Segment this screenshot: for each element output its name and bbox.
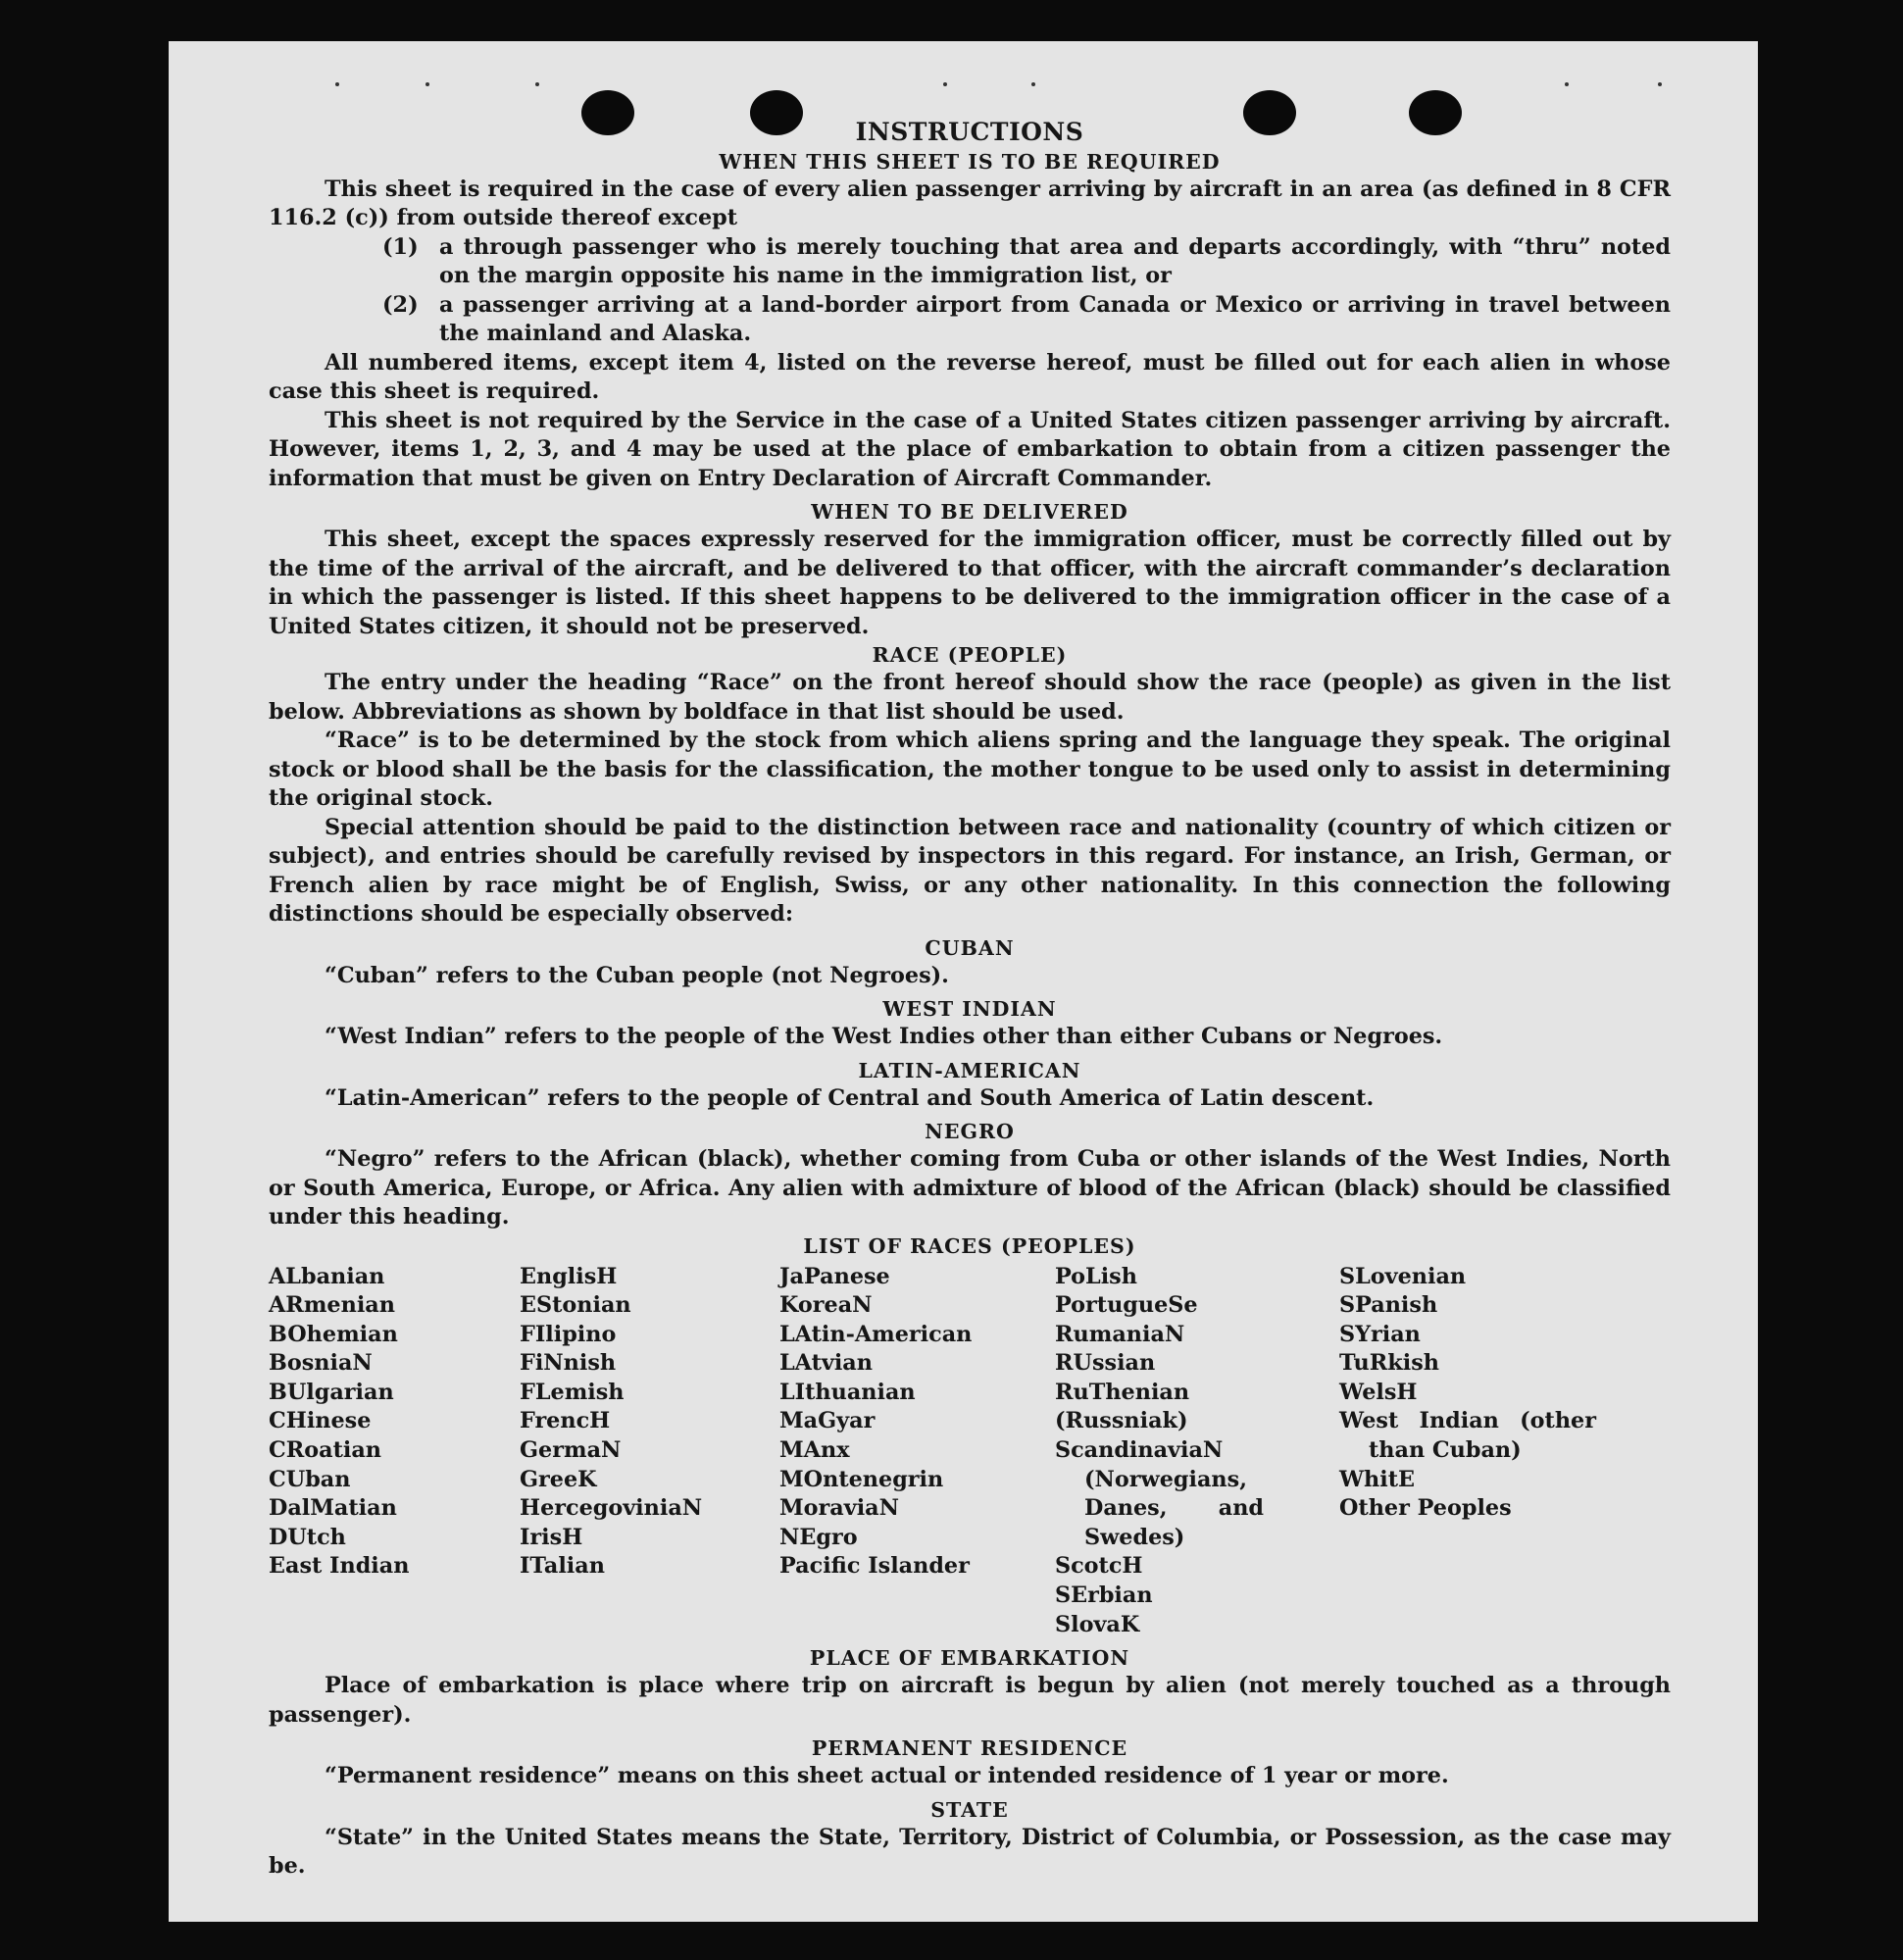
race-entry: CUban	[269, 1466, 351, 1492]
item-text: a passenger arriving at a land-border airport from Canada or Mexico or arriving in travel between the mainland and Alaska.	[439, 291, 1671, 346]
paragraph: All numbered items, except item 4, listed on the reverse hereof, must be filled out for each alien in whose case this sheet is required.	[269, 349, 1671, 404]
races-column-3	[779, 1263, 1055, 1640]
race-entry: GreeK	[520, 1466, 597, 1492]
paragraph: This sheet is required in the case of every alien passenger arriving by aircraft in an area (as defined in 8 CFR 116.2 (c)) from outside thereof except	[269, 176, 1671, 230]
race-entry: Other Peoples	[1339, 1495, 1512, 1522]
race-entry: BUlgarian	[269, 1379, 394, 1405]
item-number: (2)	[382, 291, 419, 318]
section-heading-negro: NEGRO	[925, 1120, 1015, 1143]
race-entry: FiNnish	[520, 1350, 617, 1377]
paragraph: “Latin-American” refers to the people of Central and South America of Latin descent.	[325, 1084, 1375, 1111]
race-entry: KoreaN	[779, 1292, 873, 1319]
section-heading-when-required: WHEN THIS SHEET IS TO BE REQUIRED	[719, 149, 1221, 174]
item-text: a through passenger who is merely touching that area and departs accordingly, with “thru” noted on the margin opposite his name in the immigration list, or	[439, 233, 1671, 288]
race-entry: BOhemian	[269, 1321, 398, 1347]
race-entry: FrencH	[520, 1408, 611, 1434]
list-item	[382, 291, 1671, 349]
races-column-5	[1339, 1263, 1596, 1640]
speck	[1658, 82, 1662, 86]
race-entry: PoLish	[1055, 1263, 1137, 1289]
speck	[1565, 82, 1569, 86]
race-entry: FIlipino	[520, 1321, 617, 1347]
race-entry: West Indian (other than Cuban)	[1339, 1408, 1596, 1464]
race-entry: SLovenian	[1339, 1263, 1467, 1289]
paragraph: The entry under the heading “Race” on the front hereof should show the race (people) as given in the list below. Abbreviations as shown by boldface in that list should be used.	[269, 670, 1671, 725]
paragraph: “West Indian” refers to the people of the West Indies other than either Cubans or Negroes.	[325, 1024, 1443, 1049]
speck	[943, 82, 947, 86]
races-column-4	[1055, 1263, 1339, 1640]
instructions-content	[269, 118, 1671, 1882]
races-column-2	[520, 1263, 779, 1640]
race-entry: SlovaK	[1055, 1611, 1140, 1637]
speck	[535, 82, 539, 86]
race-entry: ITalian	[520, 1553, 605, 1580]
section-heading-list-of-races: LIST OF RACES (PEOPLES)	[803, 1233, 1136, 1258]
list-item	[382, 233, 1671, 291]
paragraph: This sheet, except the spaces expressly reserved for the immigration officer, must be correctly filled out by the time of the arrival of the aircraft, and be delivered to that officer, with the aircraft commander’s declaration in which the passenger is listed. If this sheet happens to be delivered to the immigration officer in the case of a United States citizen, it should not be preserved.	[269, 527, 1671, 639]
race-entry: DUtch	[269, 1524, 346, 1550]
paragraph: “Negro” refers to the African (black), whether coming from Cuba or other islands of the West Indies, North or South America, Europe, or Africa. Any alien with admixture of blood of the African (black) should be classified under this heading.	[269, 1146, 1671, 1230]
race-entry: CRoatian	[269, 1437, 382, 1464]
race-entry: HercegoviniaN	[520, 1495, 703, 1522]
paragraph: Place of embarkation is place where trip on aircraft is begun by alien (not merely touched as a through passenger).	[269, 1673, 1671, 1728]
paragraph: “State” in the United States means the State, Territory, District of Columbia, or Possession, as the case may be.	[269, 1824, 1671, 1880]
item-number: (1)	[382, 233, 419, 260]
paragraph: This sheet is not required by the Service in the case of a United States citizen passenger arriving by aircraft. However, items 1, 2, 3, and 4 may be used at the place of embarkation to obtain from a citizen passenger the information that must be given on Entry Declaration of Aircraft Commander.	[269, 407, 1671, 491]
race-entry: SErbian	[1055, 1583, 1153, 1609]
paragraph: “Race” is to be determined by the stock from which aliens spring and the language they speak. The original stock or blood shall be the basis for the classification, the mother tongue to be used only to assist in determining the original stock.	[269, 728, 1671, 811]
paragraph: Special attention should be paid to the distinction between race and nationality (country of which citizen or subject), and entries should be carefully revised by inspectors in this regard. For instance, an Irish, German, or French alien by race might be of English, Swiss, or any other nationality. In this connection the following distinctions should be especially observed:	[269, 814, 1671, 927]
race-entry: ARmenian	[269, 1292, 395, 1319]
race-entry: ScotcH	[1055, 1553, 1143, 1580]
section-heading-permanent-residence: PERMANENT RESIDENCE	[811, 1736, 1128, 1761]
race-entry: JaPanese	[779, 1263, 890, 1289]
race-entry: PortugueSe	[1055, 1292, 1198, 1319]
races-column-1	[269, 1263, 520, 1640]
section-heading-west-indian: WEST INDIAN	[882, 997, 1057, 1021]
race-entry: ScandinaviaN (Norwegians, Danes, and Swedes)	[1055, 1437, 1264, 1550]
race-entry: RuThenian (Russniak)	[1055, 1379, 1190, 1434]
race-entry: LAtin-American	[779, 1321, 973, 1347]
section-heading-state: STATE	[930, 1797, 1009, 1822]
race-entry: SPanish	[1339, 1292, 1438, 1319]
race-entry: Pacific Islander	[779, 1553, 970, 1580]
race-entry: RumaniaN	[1055, 1321, 1185, 1347]
paragraph: “Permanent residence” means on this sheet actual or intended residence of 1 year or more.	[325, 1763, 1449, 1789]
race-entry: NEgro	[779, 1524, 858, 1550]
race-entry: ALbanian	[269, 1263, 385, 1289]
speck	[426, 82, 429, 86]
race-entry: East Indian	[269, 1553, 410, 1580]
race-entry: FLemish	[520, 1379, 625, 1405]
race-entry: MOntenegrin	[779, 1466, 944, 1492]
page-title: INSTRUCTIONS	[855, 118, 1084, 146]
race-entry: MaGyar	[779, 1408, 876, 1434]
race-entry: GermaN	[520, 1437, 622, 1464]
speck	[1031, 82, 1035, 86]
race-entry: EnglisH	[520, 1263, 618, 1289]
section-heading-when-delivered: WHEN TO BE DELIVERED	[811, 500, 1128, 524]
race-entry: SYrian	[1339, 1321, 1421, 1347]
race-entry: LAtvian	[779, 1350, 873, 1377]
race-entry: MoraviaN	[779, 1495, 900, 1522]
race-entry: RUssian	[1055, 1350, 1156, 1377]
section-heading-race: RACE (PEOPLE)	[872, 643, 1068, 667]
race-entry: WelsH	[1339, 1379, 1418, 1405]
race-entry: MAnx	[779, 1437, 850, 1464]
race-entry: IrisH	[520, 1524, 583, 1550]
race-entry: LIthuanian	[779, 1379, 916, 1405]
document-page	[169, 41, 1758, 1922]
races-list	[269, 1263, 1671, 1640]
section-heading-embarkation: PLACE OF EMBARKATION	[809, 1646, 1130, 1671]
race-entry: TuRkish	[1339, 1350, 1439, 1377]
section-heading-cuban: CUBAN	[925, 935, 1015, 960]
race-entry: BosniaN	[269, 1350, 373, 1377]
race-entry: DalMatian	[269, 1495, 397, 1522]
speck	[335, 82, 339, 86]
section-heading-latin-american: LATIN-AMERICAN	[858, 1058, 1081, 1082]
race-entry: EStonian	[520, 1292, 631, 1319]
race-entry: WhitE	[1339, 1466, 1416, 1492]
race-entry: CHinese	[269, 1408, 372, 1434]
paragraph: “Cuban” refers to the Cuban people (not Negroes).	[325, 962, 949, 988]
